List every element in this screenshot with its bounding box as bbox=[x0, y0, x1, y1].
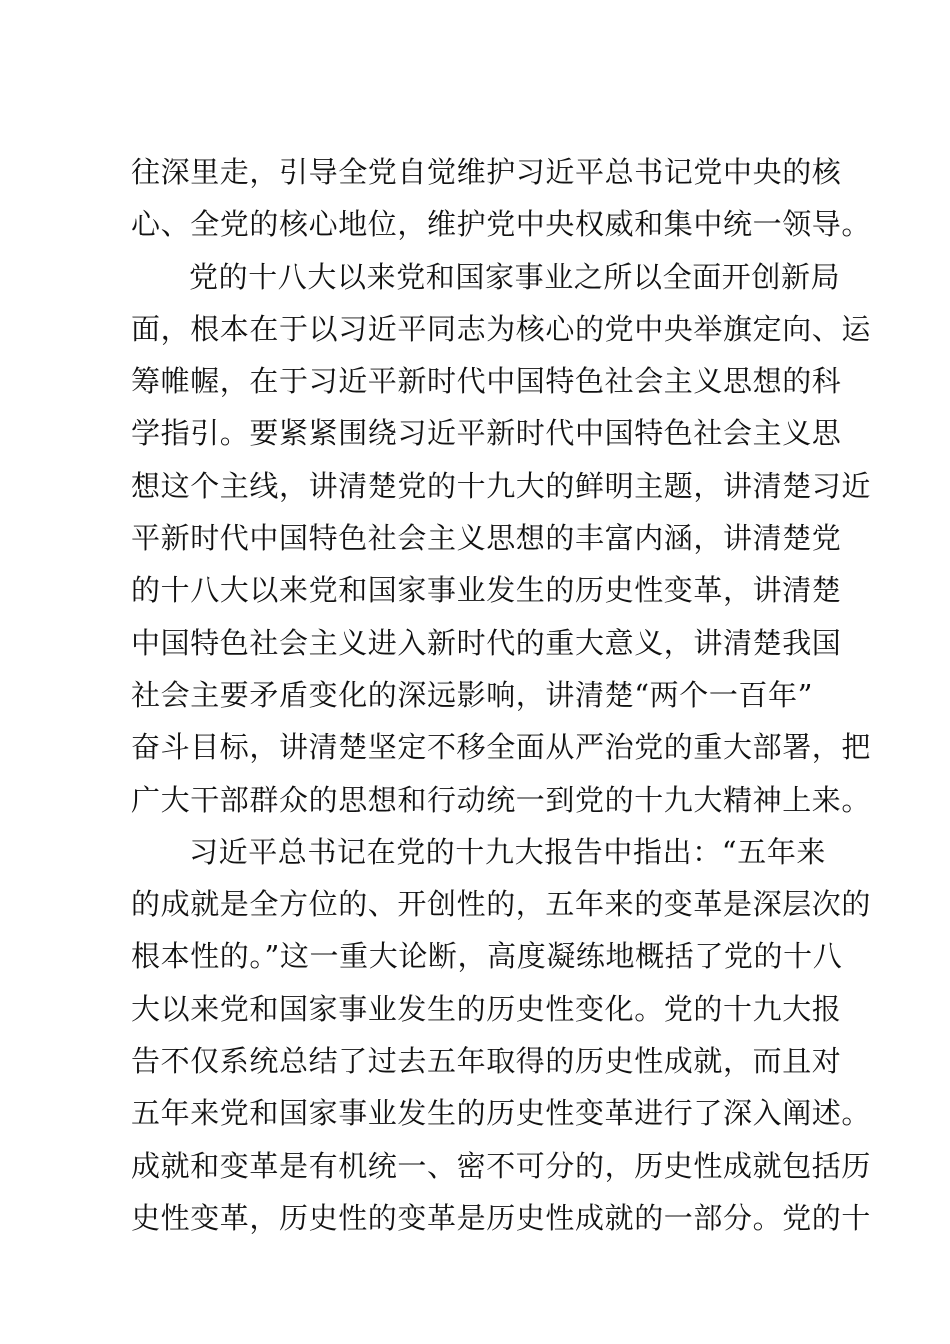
text-line: 史性变革，历史性的变革是历史性成就的一部分。党的十 bbox=[131, 1200, 872, 1235]
text-line: 奋斗目标，讲清楚坚定不移全面从严治党的重大部署，把 bbox=[131, 730, 872, 765]
text-line: 的成就是全方位的、开创性的，五年来的变革是深层次的 bbox=[131, 887, 872, 922]
text-line: 的十八大以来党和国家事业发生的历史性变革，讲清楚 bbox=[131, 573, 842, 608]
paragraph-first-line: 习近平总书记在党的十九大报告中指出：“五年来 bbox=[189, 834, 827, 869]
paragraph-first-line: 党的十八大以来党和国家事业之所以全面开创新局 bbox=[189, 259, 841, 294]
text-line: 成就和变革是有机统一、密不可分的，历史性成就包括历 bbox=[131, 1148, 872, 1183]
text-line: 往深里走，引导全党自觉维护习近平总书记党中央的核 bbox=[131, 155, 842, 189]
text-line: 面，根本在于以习近平同志为核心的党中央举旗定向、运 bbox=[131, 311, 872, 346]
text-line: 社会主要矛盾变化的深远影响，讲清楚“两个一百年” bbox=[131, 677, 814, 712]
text-line: 大以来党和国家事业发生的历史性变化。党的十九大报 bbox=[131, 991, 842, 1026]
text-line: 中国特色社会主义进入新时代的重大意义，讲清楚我国 bbox=[131, 625, 842, 660]
text-line: 广大干部群众的思想和行动统一到党的十九大精神上来。 bbox=[131, 782, 872, 817]
text-line: 心、全党的核心地位，维护党中央权威和集中统一领导。 bbox=[131, 207, 872, 242]
body-text bbox=[131, 146, 872, 1244]
text-line: 告不仅系统总结了过去五年取得的历史性成就，而且对 bbox=[131, 1044, 842, 1079]
text-line: 五年来党和国家事业发生的历史性变革进行了深入阐述。 bbox=[131, 1096, 872, 1131]
text-line: 平新时代中国特色社会主义思想的丰富内涵，讲清楚党 bbox=[131, 521, 842, 556]
text-line: 想这个主线，讲清楚党的十九大的鲜明主题，讲清楚习近 bbox=[131, 468, 872, 503]
text-line: 学指引。要紧紧围绕习近平新时代中国特色社会主义思 bbox=[131, 416, 842, 451]
text-line: 筹帷幄，在于习近平新时代中国特色社会主义思想的科 bbox=[131, 364, 842, 399]
text-line: 根本性的。”这一重大论断，高度凝练地概括了党的十八 bbox=[131, 939, 843, 974]
